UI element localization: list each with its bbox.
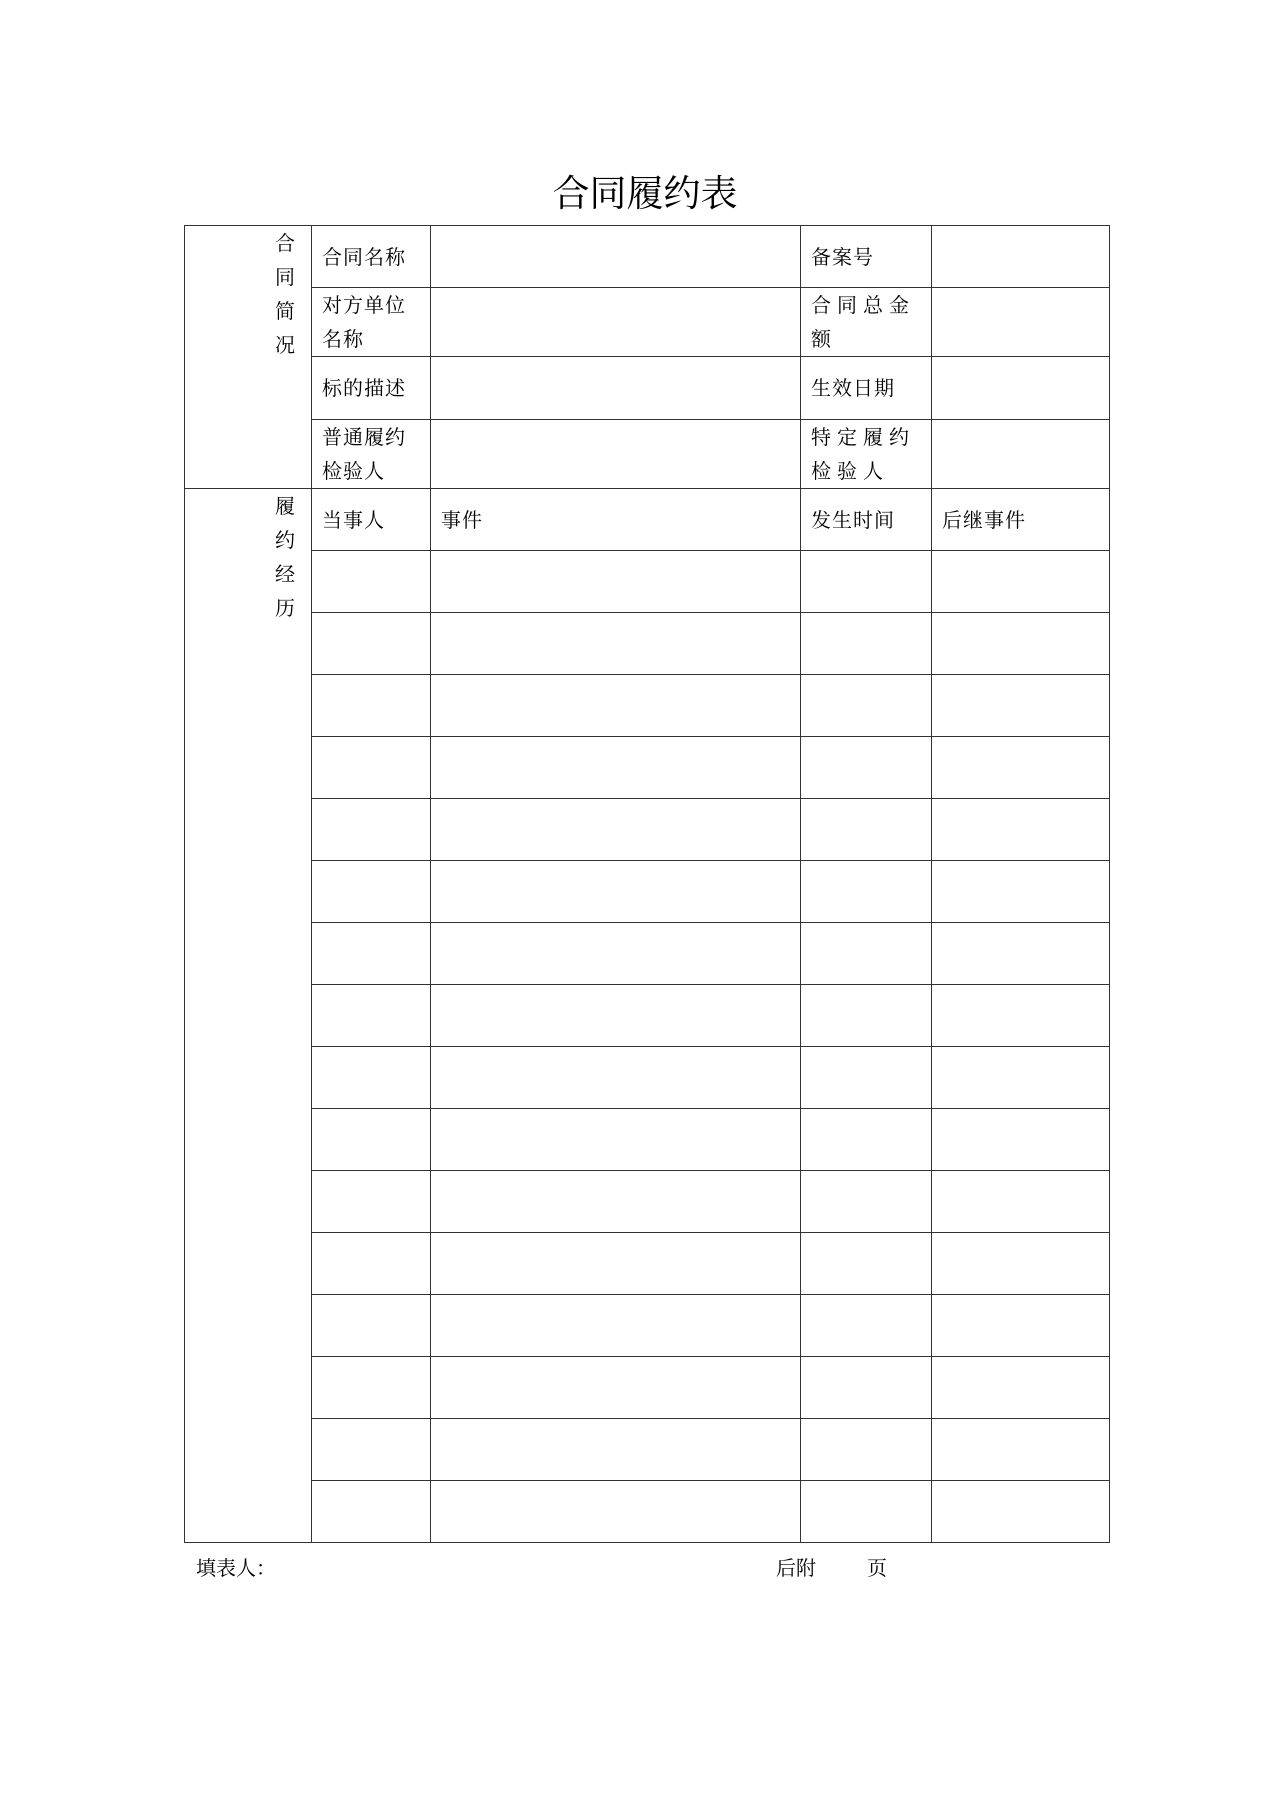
history-row xyxy=(185,1233,1110,1295)
follow-up-cell[interactable] xyxy=(932,1419,1110,1481)
label-char: 经 xyxy=(275,562,295,586)
time-cell[interactable] xyxy=(801,923,932,985)
contract-performance-table xyxy=(184,225,1110,1543)
event-cell[interactable] xyxy=(431,1233,801,1295)
follow-up-cell[interactable] xyxy=(932,985,1110,1047)
effective-date-value[interactable] xyxy=(932,357,1110,420)
party-cell[interactable] xyxy=(312,861,431,923)
follow-up-cell[interactable] xyxy=(932,1233,1110,1295)
column-header: 后继事件 xyxy=(932,489,1110,551)
history-row xyxy=(185,551,1110,613)
follow-up-cell[interactable] xyxy=(932,737,1110,799)
history-header-row xyxy=(185,489,1110,551)
page-title: 合同履约表 xyxy=(552,172,738,215)
party-cell[interactable] xyxy=(312,1357,431,1419)
follow-up-cell[interactable] xyxy=(932,551,1110,613)
filler-label: 填表人： xyxy=(196,1556,276,1580)
summary-row xyxy=(185,288,1110,357)
field-label: 合同名称 xyxy=(312,226,431,288)
time-cell[interactable] xyxy=(801,737,932,799)
event-cell[interactable] xyxy=(431,1109,801,1171)
party-cell[interactable] xyxy=(312,675,431,737)
summary-row xyxy=(185,420,1110,489)
follow-up-cell[interactable] xyxy=(932,1295,1110,1357)
event-cell[interactable] xyxy=(431,985,801,1047)
record-number-value[interactable] xyxy=(932,226,1110,288)
party-cell[interactable] xyxy=(312,551,431,613)
history-row xyxy=(185,613,1110,675)
history-row xyxy=(185,923,1110,985)
special-inspector-value[interactable] xyxy=(932,420,1110,489)
event-cell[interactable] xyxy=(431,799,801,861)
follow-up-cell[interactable] xyxy=(932,923,1110,985)
column-header: 事件 xyxy=(431,489,801,551)
general-inspector-value[interactable] xyxy=(431,420,801,489)
event-cell[interactable] xyxy=(431,1481,801,1543)
history-row xyxy=(185,1481,1110,1543)
event-cell[interactable] xyxy=(431,613,801,675)
time-cell[interactable] xyxy=(801,1171,932,1233)
label-char: 同 xyxy=(275,265,295,289)
time-cell[interactable] xyxy=(801,799,932,861)
party-cell[interactable] xyxy=(312,1481,431,1543)
time-cell[interactable] xyxy=(801,1419,932,1481)
party-cell[interactable] xyxy=(312,799,431,861)
field-label: 标的描述 xyxy=(312,357,431,420)
follow-up-cell[interactable] xyxy=(932,1047,1110,1109)
history-row xyxy=(185,1109,1110,1171)
party-cell[interactable] xyxy=(312,737,431,799)
follow-up-cell[interactable] xyxy=(932,861,1110,923)
label-char: 简 xyxy=(275,299,295,323)
follow-up-cell[interactable] xyxy=(932,613,1110,675)
follow-up-cell[interactable] xyxy=(932,1357,1110,1419)
history-row xyxy=(185,1419,1110,1481)
summary-row xyxy=(185,226,1110,288)
event-cell[interactable] xyxy=(431,1171,801,1233)
total-amount-value[interactable] xyxy=(932,288,1110,357)
history-row xyxy=(185,737,1110,799)
history-row xyxy=(185,1357,1110,1419)
pages-label: 页 xyxy=(867,1556,887,1580)
history-row xyxy=(185,1171,1110,1233)
history-row xyxy=(185,1047,1110,1109)
time-cell[interactable] xyxy=(801,1109,932,1171)
history-row xyxy=(185,799,1110,861)
field-label: 对方单位名称 xyxy=(312,288,431,357)
time-cell[interactable] xyxy=(801,675,932,737)
field-label: 备案号 xyxy=(801,226,932,288)
party-cell[interactable] xyxy=(312,1295,431,1357)
follow-up-cell[interactable] xyxy=(932,675,1110,737)
time-cell[interactable] xyxy=(801,613,932,675)
time-cell[interactable] xyxy=(801,1357,932,1419)
event-cell[interactable] xyxy=(431,1357,801,1419)
time-cell[interactable] xyxy=(801,1481,932,1543)
history-row xyxy=(185,985,1110,1047)
time-cell[interactable] xyxy=(801,861,932,923)
party-cell[interactable] xyxy=(312,1109,431,1171)
follow-up-cell[interactable] xyxy=(932,799,1110,861)
time-cell[interactable] xyxy=(801,1295,932,1357)
event-cell[interactable] xyxy=(431,1295,801,1357)
follow-up-cell[interactable] xyxy=(932,1171,1110,1233)
time-cell[interactable] xyxy=(801,1047,932,1109)
event-cell[interactable] xyxy=(431,861,801,923)
party-cell[interactable] xyxy=(312,1171,431,1233)
event-cell[interactable] xyxy=(431,923,801,985)
field-label: 普通履约检验人 xyxy=(312,420,431,489)
column-header: 当事人 xyxy=(312,489,431,551)
counterparty-value[interactable] xyxy=(431,288,801,357)
party-cell[interactable] xyxy=(312,923,431,985)
field-label: 特定履约检验人 xyxy=(801,420,932,489)
time-cell[interactable] xyxy=(801,551,932,613)
column-header: 发生时间 xyxy=(801,489,932,551)
event-cell[interactable] xyxy=(431,551,801,613)
history-row xyxy=(185,861,1110,923)
history-row xyxy=(185,1295,1110,1357)
party-cell[interactable] xyxy=(312,1233,431,1295)
party-cell[interactable] xyxy=(312,1419,431,1481)
contract-name-value[interactable] xyxy=(431,226,801,288)
history-section-label xyxy=(185,489,312,1543)
summary-section-label xyxy=(185,226,312,489)
label-char: 约 xyxy=(275,528,295,552)
event-cell[interactable] xyxy=(431,1047,801,1109)
event-cell[interactable] xyxy=(431,737,801,799)
party-cell[interactable] xyxy=(312,613,431,675)
event-cell[interactable] xyxy=(431,675,801,737)
label-char: 履 xyxy=(275,494,295,518)
subject-description-value[interactable] xyxy=(431,357,801,420)
field-label: 合同总金额 xyxy=(801,288,932,357)
attached-label: 后附 xyxy=(776,1556,816,1580)
label-char: 合 xyxy=(275,231,295,255)
time-cell[interactable] xyxy=(801,985,932,1047)
field-label: 生效日期 xyxy=(801,357,932,420)
label-char: 况 xyxy=(275,333,295,357)
party-cell[interactable] xyxy=(312,1047,431,1109)
summary-row xyxy=(185,357,1110,420)
follow-up-cell[interactable] xyxy=(932,1109,1110,1171)
time-cell[interactable] xyxy=(801,1233,932,1295)
follow-up-cell[interactable] xyxy=(932,1481,1110,1543)
history-row xyxy=(185,675,1110,737)
event-cell[interactable] xyxy=(431,1419,801,1481)
label-char: 历 xyxy=(275,596,295,620)
party-cell[interactable] xyxy=(312,985,431,1047)
